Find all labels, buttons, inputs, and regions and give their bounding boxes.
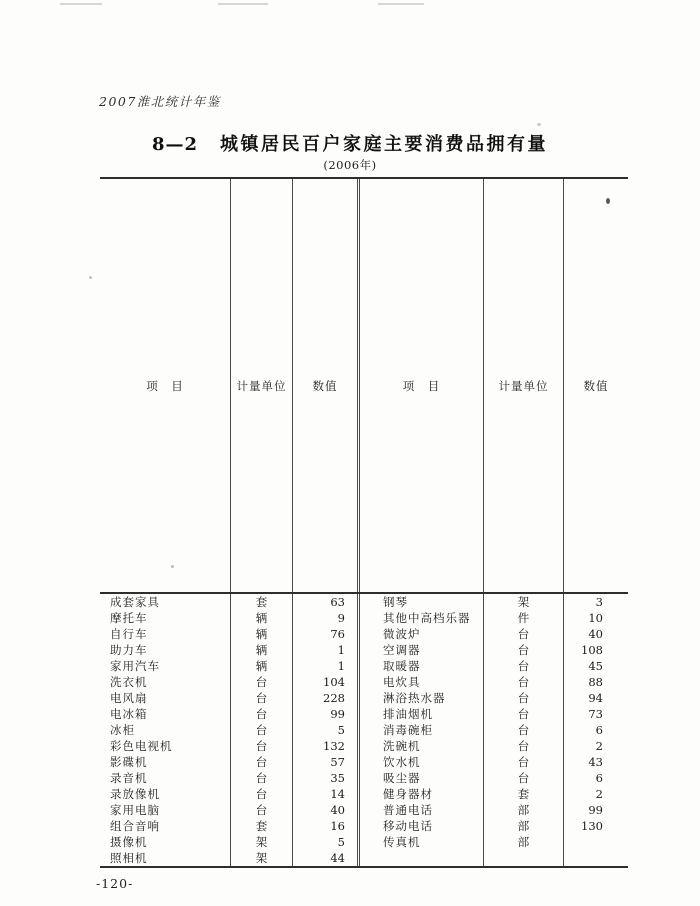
value-cell: 14 [292, 786, 357, 802]
value-cell: 99 [563, 802, 628, 818]
value-cell: 130 [563, 818, 628, 834]
scan-artifact [218, 3, 268, 5]
page-title [0, 130, 700, 156]
consumer-goods-table [100, 177, 628, 868]
header-unit-right: 计量单位 [483, 179, 563, 592]
item-cell: 照相机 [110, 851, 148, 865]
unit-cell: 部 [483, 834, 563, 850]
table-row [100, 626, 628, 642]
unit-cell: 套 [230, 594, 292, 610]
table-subtitle-year: (2006年) [323, 158, 377, 172]
unit-cell: 台 [483, 738, 563, 754]
unit-cell: 台 [483, 642, 563, 658]
item-cell: 微波炉 [383, 627, 421, 641]
unit-cell: 件 [483, 610, 563, 626]
unit-cell: 台 [483, 722, 563, 738]
unit-cell: 台 [483, 690, 563, 706]
item-cell: 家用电脑 [110, 803, 160, 817]
scan-speck [89, 276, 92, 279]
value-cell: 3 [563, 594, 628, 610]
value-cell: 2 [563, 786, 628, 802]
unit-cell: 台 [230, 706, 292, 722]
table-row [100, 706, 628, 722]
unit-cell: 台 [230, 754, 292, 770]
item-cell: 成套家具 [110, 595, 160, 609]
header-value-left: 数值 [292, 179, 357, 592]
unit-cell: 台 [483, 754, 563, 770]
item-cell: 自行车 [110, 627, 148, 641]
item-cell: 其他中高档乐器 [383, 611, 471, 625]
value-cell: 16 [292, 818, 357, 834]
unit-cell: 辆 [230, 642, 292, 658]
value-cell: 35 [292, 770, 357, 786]
value-cell: 1 [292, 642, 357, 658]
item-cell: 录音机 [110, 771, 148, 785]
item-cell: 录放像机 [110, 787, 160, 801]
value-cell: 5 [292, 722, 357, 738]
item-cell: 摩托车 [110, 611, 148, 625]
page-number: -120- [96, 876, 134, 891]
item-cell: 空调器 [383, 643, 421, 657]
item-cell: 健身器材 [383, 787, 433, 801]
item-cell: 取暖器 [383, 659, 421, 673]
unit-cell: 台 [230, 690, 292, 706]
table-row [100, 610, 628, 626]
item-cell: 助力车 [110, 643, 148, 657]
unit-cell: 台 [483, 626, 563, 642]
value-cell: 132 [292, 738, 357, 754]
item-cell: 吸尘器 [383, 771, 421, 785]
item-cell: 钢琴 [383, 595, 408, 609]
header-value-right: 数值 [563, 179, 628, 592]
unit-cell: 架 [483, 594, 563, 610]
table-row [100, 738, 628, 754]
value-cell: 40 [292, 802, 357, 818]
value-cell [563, 850, 628, 866]
value-cell: 104 [292, 674, 357, 690]
table-row [100, 850, 628, 866]
value-cell: 44 [292, 850, 357, 866]
unit-cell: 台 [230, 674, 292, 690]
value-cell: 45 [563, 658, 628, 674]
item-cell: 普通电话 [383, 803, 433, 817]
value-cell: 10 [563, 610, 628, 626]
item-cell: 洗碗机 [383, 739, 421, 753]
table-row [100, 594, 628, 610]
unit-cell: 套 [483, 786, 563, 802]
value-cell: 40 [563, 626, 628, 642]
value-cell: 6 [563, 722, 628, 738]
unit-cell: 架 [230, 850, 292, 866]
unit-cell: 台 [230, 722, 292, 738]
unit-cell: 辆 [230, 658, 292, 674]
scan-artifact [60, 3, 102, 5]
table-row [100, 722, 628, 738]
unit-cell: 台 [483, 770, 563, 786]
unit-cell: 台 [483, 658, 563, 674]
value-cell: 57 [292, 754, 357, 770]
value-cell: 76 [292, 626, 357, 642]
table-row [100, 834, 628, 850]
item-cell: 彩色电视机 [110, 739, 173, 753]
unit-cell: 套 [230, 818, 292, 834]
item-cell: 排油烟机 [383, 707, 433, 721]
unit-cell: 台 [230, 786, 292, 802]
item-cell: 移动电话 [383, 819, 433, 833]
value-cell: 63 [292, 594, 357, 610]
value-cell: 1 [292, 658, 357, 674]
header-item-left: 项 目 [146, 378, 184, 393]
value-cell: 108 [563, 642, 628, 658]
item-cell [360, 850, 483, 866]
value-cell: 88 [563, 674, 628, 690]
table-row [100, 818, 628, 834]
item-cell: 影碟机 [110, 755, 148, 769]
scan-artifact [378, 3, 424, 5]
unit-cell: 台 [230, 802, 292, 818]
table-row [100, 770, 628, 786]
unit-cell: 台 [483, 706, 563, 722]
table-row [100, 786, 628, 802]
table-row [100, 674, 628, 690]
table-row [100, 642, 628, 658]
value-cell: 5 [292, 834, 357, 850]
value-cell [563, 834, 628, 850]
table-row [100, 754, 628, 770]
value-cell: 73 [563, 706, 628, 722]
table-header-row [100, 179, 628, 594]
item-cell: 电炊具 [383, 675, 421, 689]
item-cell: 电冰箱 [110, 707, 148, 721]
running-header: 2007淮北统计年鉴 [99, 94, 221, 109]
unit-cell: 辆 [230, 626, 292, 642]
unit-cell: 架 [230, 834, 292, 850]
unit-cell: 台 [483, 674, 563, 690]
table-row [100, 802, 628, 818]
table-number: 8—2 [151, 134, 199, 155]
unit-cell: 台 [230, 770, 292, 786]
header-item-right: 项 目 [402, 378, 441, 393]
header-unit-left: 计量单位 [230, 179, 292, 592]
item-cell: 饮水机 [383, 755, 421, 769]
unit-cell: 台 [230, 738, 292, 754]
value-cell: 2 [563, 738, 628, 754]
unit-cell: 辆 [230, 610, 292, 626]
item-cell: 摄像机 [110, 835, 148, 849]
item-cell: 电风扇 [110, 691, 148, 705]
value-cell: 9 [292, 610, 357, 626]
table-title-text: 城镇居民百户家庭主要消费品拥有量 [220, 134, 549, 155]
unit-cell: 部 [483, 818, 563, 834]
value-cell: 99 [292, 706, 357, 722]
item-cell: 组合音响 [110, 819, 160, 833]
scan-speck [537, 123, 541, 126]
item-cell: 淋浴热水器 [383, 691, 446, 705]
unit-cell [483, 850, 563, 866]
unit-cell: 部 [483, 802, 563, 818]
value-cell: 94 [563, 690, 628, 706]
value-cell: 43 [563, 754, 628, 770]
value-cell: 6 [563, 770, 628, 786]
table-body [100, 594, 628, 866]
item-cell: 家用汽车 [110, 659, 160, 673]
item-cell: 传真机 [383, 835, 421, 849]
item-cell: 冰柜 [110, 723, 135, 737]
item-cell: 消毒碗柜 [383, 723, 433, 737]
table-row [100, 658, 628, 674]
item-cell: 洗衣机 [110, 675, 148, 689]
table-row [100, 690, 628, 706]
value-cell: 228 [292, 690, 357, 706]
